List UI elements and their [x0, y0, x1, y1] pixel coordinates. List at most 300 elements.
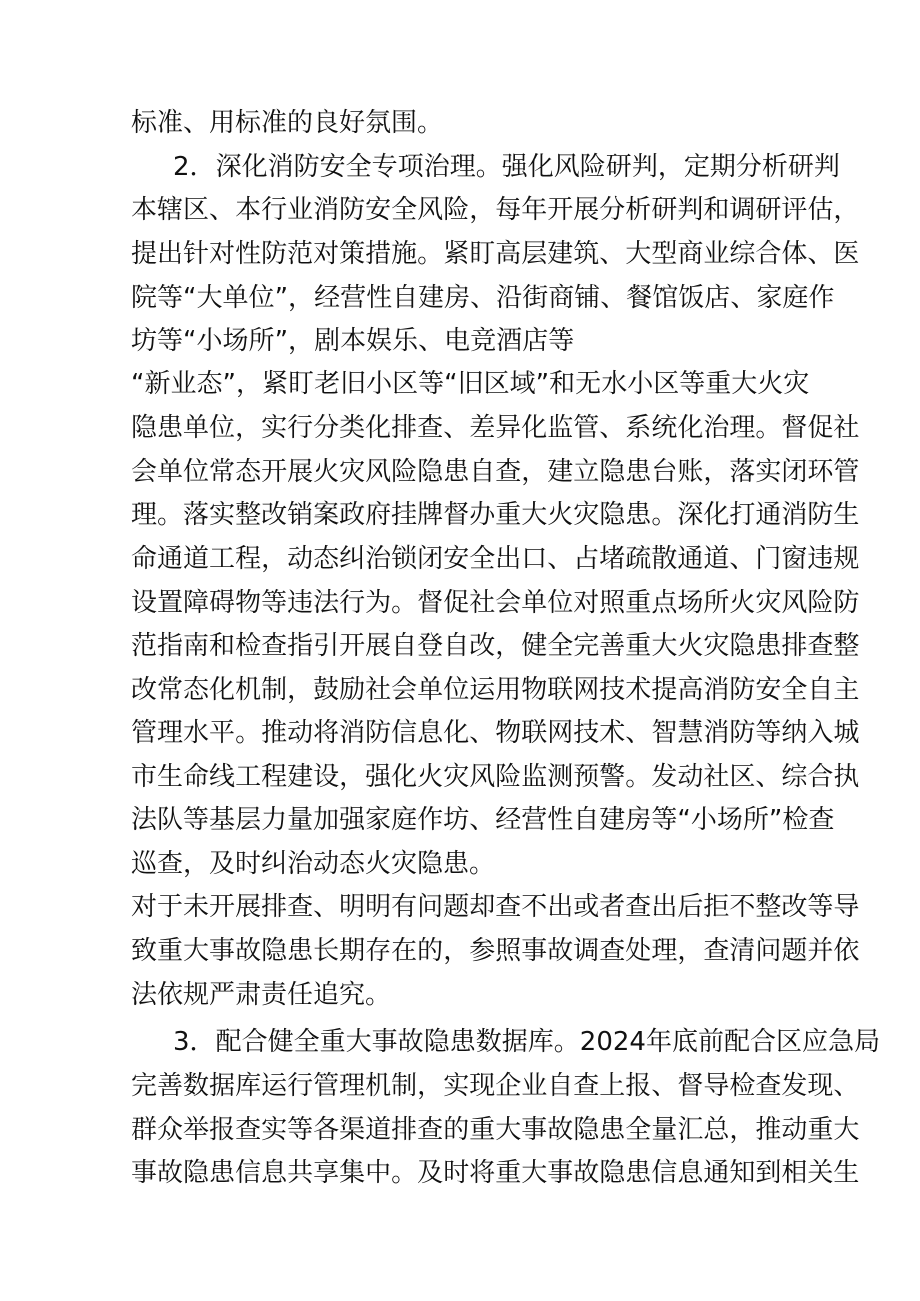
glyph: 违 — [287, 588, 314, 618]
glyph: 、 — [807, 239, 834, 269]
glyph: 库 — [527, 1027, 554, 1057]
glyph: 等 — [679, 369, 706, 399]
glyph: 展 — [287, 457, 314, 487]
glyph: 队 — [157, 805, 184, 835]
glyph: 坊 — [131, 326, 158, 356]
glyph: 纳 — [781, 718, 808, 748]
glyph: 常 — [209, 457, 236, 487]
glyph: 态 — [196, 369, 223, 399]
glyph: 将 — [313, 718, 340, 748]
glyph: 自 — [807, 675, 834, 705]
glyph: 为 — [365, 588, 392, 618]
glyph: 未 — [183, 892, 210, 922]
glyph: 性 — [235, 239, 262, 269]
glyph: 建 — [287, 762, 314, 792]
glyph: 问 — [755, 936, 782, 966]
glyph: 分 — [599, 195, 626, 225]
glyph: 店 — [704, 283, 731, 313]
glyph: ” — [535, 369, 550, 399]
glyph: 自 — [469, 457, 496, 487]
glyph: 范 — [131, 631, 158, 661]
glyph: 查 — [573, 1071, 600, 1101]
glyph: 动 — [287, 718, 314, 748]
glyph: 测 — [547, 762, 574, 792]
glyph: 异 — [495, 413, 522, 443]
glyph: 局 — [854, 1027, 881, 1057]
glyph: 长 — [313, 936, 340, 966]
glyph: 配 — [215, 1027, 242, 1057]
glyph: 等 — [807, 892, 834, 922]
glyph: ， — [417, 1071, 444, 1101]
glyph: 调 — [729, 195, 756, 225]
glyph: 层 — [235, 805, 262, 835]
glyph: “ — [677, 805, 691, 835]
glyph: 生 — [833, 1158, 860, 1188]
glyph: 却 — [469, 892, 496, 922]
glyph: 实 — [443, 1071, 470, 1101]
glyph: 重 — [807, 1115, 834, 1145]
glyph: 综 — [729, 239, 756, 269]
glyph: 风 — [365, 457, 392, 487]
glyph: 析 — [761, 152, 788, 182]
glyph: 物 — [495, 718, 522, 748]
glyph: 大 — [495, 1115, 522, 1145]
glyph: 位 — [547, 588, 574, 618]
glyph: 灾 — [339, 457, 366, 487]
glyph: 运 — [261, 1071, 288, 1101]
glyph: ， — [339, 762, 366, 792]
glyph: 牌 — [417, 500, 444, 530]
glyph: 共 — [287, 1158, 314, 1188]
glyph: 差 — [469, 413, 496, 443]
glyph: 风 — [469, 762, 496, 792]
glyph: “ — [183, 326, 197, 356]
glyph: 完 — [131, 1071, 158, 1101]
glyph: 和 — [209, 631, 236, 661]
glyph: 查 — [287, 892, 314, 922]
glyph: 拒 — [703, 892, 730, 922]
glyph: 管 — [833, 457, 860, 487]
glyph: 盯 — [469, 239, 496, 269]
glyph: 深 — [215, 152, 242, 182]
glyph: 法 — [131, 805, 158, 835]
glyph: 平 — [209, 718, 236, 748]
glyph: 查 — [495, 457, 522, 487]
glyph: 作 — [417, 805, 444, 835]
glyph: 风 — [417, 195, 444, 225]
glyph: 析 — [625, 195, 652, 225]
glyph: 排 — [391, 413, 418, 443]
text-line: 法依规严肃责任追究。 — [131, 980, 392, 1010]
glyph: 故 — [397, 1027, 424, 1057]
glyph: 将 — [469, 1158, 496, 1188]
glyph: 盯 — [288, 369, 315, 399]
glyph: 消 — [339, 718, 366, 748]
glyph: 时 — [443, 1158, 470, 1188]
glyph: 合 — [750, 1027, 777, 1057]
glyph: 患 — [287, 936, 314, 966]
glyph: 。 — [553, 1027, 580, 1057]
glyph: ， — [495, 631, 522, 661]
glyph: 展 — [235, 892, 262, 922]
glyph: 重 — [625, 631, 652, 661]
glyph: 机 — [235, 675, 262, 705]
glyph: 统 — [651, 413, 678, 443]
glyph: 设 — [313, 762, 340, 792]
glyph: 判 — [813, 152, 840, 182]
glyph: 位 — [209, 413, 236, 443]
glyph: 信 — [391, 718, 418, 748]
glyph: 自 — [443, 631, 470, 661]
glyph: 筑 — [573, 239, 600, 269]
glyph: 小 — [196, 326, 223, 356]
glyph: 理 — [651, 936, 678, 966]
glyph: 检 — [782, 805, 809, 835]
glyph: 老 — [314, 369, 341, 399]
glyph: 用 — [495, 675, 522, 705]
glyph: 励 — [339, 675, 366, 705]
glyph: 隐 — [261, 936, 288, 966]
glyph: 落 — [183, 500, 210, 530]
glyph: 运 — [469, 675, 496, 705]
glyph: 等 — [651, 805, 678, 835]
glyph: 制 — [391, 1071, 418, 1101]
glyph: 行 — [339, 588, 366, 618]
glyph: 疏 — [625, 544, 652, 574]
glyph: 风 — [553, 152, 580, 182]
glyph: 态 — [183, 675, 210, 705]
glyph: 照 — [495, 936, 522, 966]
glyph: 的 — [417, 936, 444, 966]
glyph: 常 — [157, 675, 184, 705]
glyph: 术 — [625, 675, 652, 705]
text-line — [131, 457, 860, 487]
glyph: 展 — [573, 195, 600, 225]
glyph: 指 — [157, 631, 184, 661]
text-line — [131, 1115, 860, 1145]
glyph: 灾 — [443, 762, 470, 792]
glyph: 、 — [418, 326, 445, 356]
glyph: 。 — [755, 413, 782, 443]
glyph: 排 — [261, 892, 288, 922]
glyph: 灾 — [703, 631, 730, 661]
glyph: 上 — [599, 1071, 626, 1101]
glyph: 业 — [170, 369, 197, 399]
glyph: 行 — [261, 195, 288, 225]
glyph: 散 — [651, 544, 678, 574]
glyph: 慧 — [677, 718, 704, 748]
glyph: 患 — [599, 1115, 626, 1145]
glyph: 程 — [261, 762, 288, 792]
glyph: 患 — [449, 1027, 476, 1057]
glyph: 调 — [573, 936, 600, 966]
glyph: 量 — [287, 805, 314, 835]
glyph: 群 — [131, 1115, 158, 1145]
glyph: 隐 — [423, 1027, 450, 1057]
text-line — [131, 631, 860, 661]
glyph: 治 — [703, 413, 730, 443]
glyph: 营 — [340, 283, 367, 313]
glyph: 制 — [261, 675, 288, 705]
glyph: 排 — [391, 1115, 418, 1145]
glyph: 防 — [729, 718, 756, 748]
glyph: 合 — [755, 239, 782, 269]
glyph: 照 — [599, 588, 626, 618]
glyph: 挂 — [391, 500, 418, 530]
glyph: 辖 — [157, 195, 184, 225]
text-line — [131, 283, 835, 313]
glyph: 化 — [209, 675, 236, 705]
glyph: 。 — [235, 718, 262, 748]
glyph: 事 — [209, 936, 236, 966]
glyph: 3 — [173, 1027, 190, 1057]
glyph: 督 — [677, 1071, 704, 1101]
glyph: 动 — [781, 1115, 808, 1145]
glyph: 定 — [683, 152, 710, 182]
glyph: 明 — [365, 892, 392, 922]
glyph: 场 — [716, 805, 743, 835]
glyph: 年 — [645, 1027, 672, 1057]
glyph: 督 — [781, 413, 808, 443]
glyph: 分 — [313, 413, 340, 443]
glyph: 查 — [807, 631, 834, 661]
glyph: 重 — [469, 1115, 496, 1145]
glyph: 查 — [235, 1115, 262, 1145]
glyph: 场 — [677, 588, 704, 618]
glyph: 火 — [729, 588, 756, 618]
glyph: 。 — [475, 152, 502, 182]
glyph: 大 — [651, 631, 678, 661]
glyph: 故 — [235, 936, 262, 966]
glyph: 竞 — [470, 326, 497, 356]
glyph: 酒 — [496, 326, 523, 356]
glyph: 患 — [209, 1158, 236, 1188]
glyph: 查 — [599, 936, 626, 966]
glyph: 故 — [547, 936, 574, 966]
glyph: 开 — [209, 892, 236, 922]
glyph: 点 — [651, 588, 678, 618]
glyph: 商 — [677, 239, 704, 269]
glyph: 位 — [443, 675, 470, 705]
glyph: 险 — [807, 588, 834, 618]
glyph: 深 — [677, 500, 704, 530]
glyph: 提 — [651, 675, 678, 705]
glyph: 险 — [495, 762, 522, 792]
glyph: 报 — [625, 1071, 652, 1101]
glyph: 全 — [345, 152, 372, 182]
glyph: 引 — [313, 631, 340, 661]
glyph: 大 — [625, 239, 652, 269]
glyph: 现 — [469, 1071, 496, 1101]
glyph: 策 — [339, 239, 366, 269]
glyph: 问 — [417, 892, 444, 922]
text-line — [131, 762, 860, 792]
glyph: 区 — [392, 369, 419, 399]
glyph: 查 — [755, 1071, 782, 1101]
glyph: 灾 — [755, 588, 782, 618]
glyph: 故 — [547, 1115, 574, 1145]
glyph: 督 — [443, 500, 470, 530]
glyph: 针 — [183, 239, 210, 269]
text-line — [131, 195, 860, 225]
glyph: 数 — [183, 1071, 210, 1101]
glyph: 建 — [547, 239, 574, 269]
glyph: 大 — [521, 500, 548, 530]
glyph: 化 — [527, 152, 554, 182]
glyph: 信 — [651, 1158, 678, 1188]
glyph: 型 — [651, 239, 678, 269]
glyph: 防 — [833, 588, 860, 618]
glyph: 息 — [261, 1158, 288, 1188]
glyph: “ — [183, 283, 197, 313]
glyph: 理 — [131, 500, 158, 530]
glyph: 患 — [755, 631, 782, 661]
glyph: 改 — [261, 500, 288, 530]
glyph: 位 — [183, 457, 210, 487]
glyph: 家 — [756, 283, 783, 313]
glyph: 改 — [469, 631, 496, 661]
glyph: 打 — [729, 500, 756, 530]
glyph: 化 — [391, 762, 418, 792]
glyph: 通 — [703, 1158, 730, 1188]
glyph: ， — [469, 195, 496, 225]
glyph: 通 — [755, 500, 782, 530]
glyph: ， — [657, 152, 684, 182]
glyph: 估 — [807, 195, 834, 225]
glyph: 致 — [131, 936, 158, 966]
glyph: 强 — [501, 152, 528, 182]
glyph: 建 — [547, 457, 574, 487]
glyph: 旧 — [457, 369, 484, 399]
glyph: ， — [833, 195, 860, 225]
glyph: 安 — [365, 195, 392, 225]
glyph: 政 — [339, 500, 366, 530]
glyph: 化 — [443, 718, 470, 748]
glyph: 登 — [417, 631, 444, 661]
glyph: ， — [236, 369, 263, 399]
glyph: 、 — [469, 805, 496, 835]
glyph: 规 — [833, 544, 860, 574]
glyph: 道 — [703, 544, 730, 574]
text-line — [131, 892, 860, 922]
glyph: ” — [274, 283, 289, 313]
glyph: 大 — [345, 1027, 372, 1057]
glyph: 患 — [625, 1158, 652, 1188]
glyph: 研 — [605, 152, 632, 182]
glyph: 口 — [521, 544, 548, 574]
glyph: 全 — [781, 675, 808, 705]
glyph: 环 — [807, 457, 834, 487]
glyph: 举 — [183, 1115, 210, 1145]
glyph: 医 — [833, 239, 860, 269]
glyph: 南 — [183, 631, 210, 661]
glyph: 企 — [495, 1071, 522, 1101]
glyph: 。 — [391, 588, 418, 618]
glyph: ， — [521, 457, 548, 487]
glyph: 庭 — [782, 283, 809, 313]
glyph: 促 — [443, 588, 470, 618]
glyph: 房 — [625, 805, 652, 835]
glyph: 故 — [157, 1158, 184, 1188]
glyph: 行 — [287, 413, 314, 443]
glyph: 重 — [625, 588, 652, 618]
glyph: 判 — [631, 152, 658, 182]
glyph: 重 — [495, 500, 522, 530]
glyph: 理 — [157, 718, 184, 748]
glyph: 全 — [391, 195, 418, 225]
glyph: 现 — [807, 1071, 834, 1101]
glyph: 网 — [573, 675, 600, 705]
glyph: 施 — [391, 239, 418, 269]
glyph: ， — [443, 936, 470, 966]
glyph: 整 — [755, 892, 782, 922]
glyph: 实 — [209, 500, 236, 530]
glyph: 开 — [339, 631, 366, 661]
glyph: 强 — [339, 805, 366, 835]
glyph: 全 — [547, 631, 574, 661]
glyph: 化 — [365, 413, 392, 443]
glyph: 检 — [235, 631, 262, 661]
glyph: 业 — [703, 239, 730, 269]
glyph: 治 — [365, 544, 392, 574]
glyph: 隐 — [183, 1158, 210, 1188]
glyph: 改 — [781, 892, 808, 922]
glyph: 相 — [781, 1158, 808, 1188]
glyph: 业 — [287, 195, 314, 225]
glyph: 查 — [417, 413, 444, 443]
glyph: 。 — [417, 239, 444, 269]
glyph: 查 — [495, 892, 522, 922]
glyph: 检 — [729, 1071, 756, 1101]
glyph: 出 — [157, 239, 184, 269]
glyph: 违 — [807, 544, 834, 574]
glyph: 高 — [677, 675, 704, 705]
glyph: 重 — [495, 1158, 522, 1188]
glyph: 息 — [417, 718, 444, 748]
glyph: 推 — [261, 718, 288, 748]
glyph: 小 — [690, 805, 717, 835]
glyph: 和 — [549, 369, 576, 399]
glyph: 预 — [573, 762, 600, 792]
glyph: 重 — [705, 369, 732, 399]
glyph: 查 — [261, 631, 288, 661]
glyph: ， — [288, 326, 315, 356]
glyph: 项 — [397, 152, 424, 182]
glyph: 、 — [755, 762, 782, 792]
glyph: 险 — [443, 195, 470, 225]
glyph: 物 — [235, 588, 262, 618]
glyph: 智 — [651, 718, 678, 748]
glyph: 等 — [548, 326, 575, 356]
glyph: 坊 — [443, 805, 470, 835]
glyph: 道 — [183, 544, 210, 574]
glyph: 无 — [575, 369, 602, 399]
glyph: 改 — [131, 675, 158, 705]
glyph: 紧 — [443, 239, 470, 269]
glyph: 评 — [781, 195, 808, 225]
glyph: 市 — [131, 762, 158, 792]
glyph: 患 — [625, 457, 652, 487]
glyph: 等 — [183, 805, 210, 835]
glyph: 隐 — [599, 457, 626, 487]
glyph: 、 — [209, 195, 236, 225]
glyph: 合 — [241, 1027, 268, 1057]
glyph: 消 — [267, 152, 294, 182]
glyph: 化 — [677, 413, 704, 443]
glyph: 系 — [625, 413, 652, 443]
glyph: 防 — [261, 239, 288, 269]
glyph: 等 — [287, 1115, 314, 1145]
